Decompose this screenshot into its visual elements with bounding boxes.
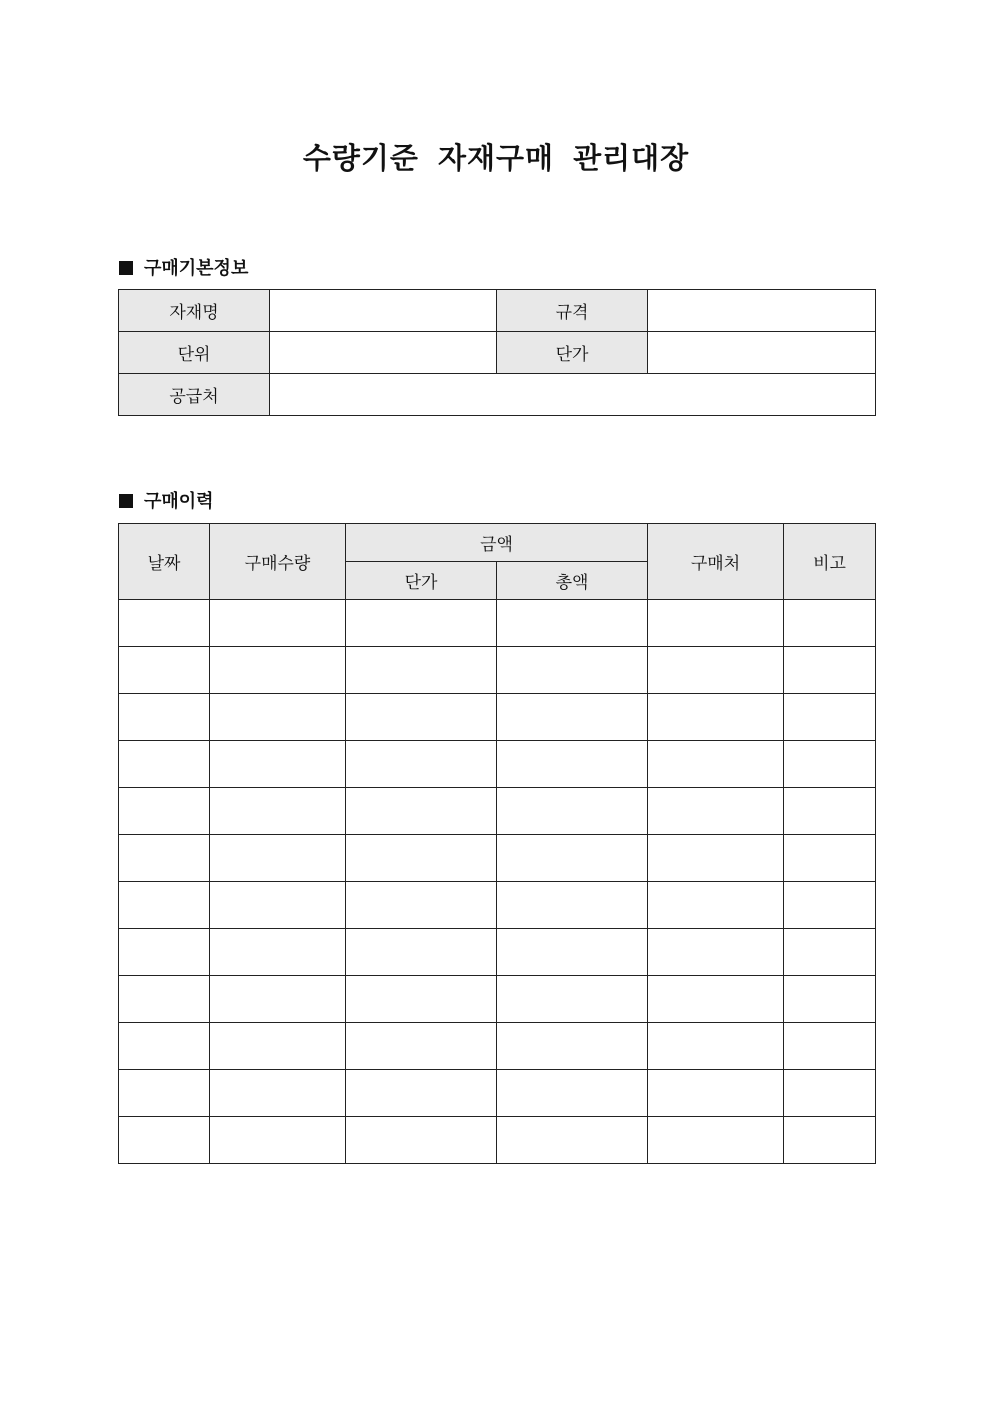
- square-bullet-icon: [119, 261, 133, 275]
- supplier-field[interactable]: [270, 374, 876, 416]
- unit-price-cell[interactable]: [346, 929, 497, 976]
- quantity-cell[interactable]: [210, 976, 346, 1023]
- quantity-cell[interactable]: [210, 1023, 346, 1070]
- unit-label: 단위: [119, 332, 270, 374]
- unit-price-cell[interactable]: [346, 600, 497, 647]
- total-cell[interactable]: [497, 929, 648, 976]
- note-cell[interactable]: [784, 835, 876, 882]
- note-cell[interactable]: [784, 1117, 876, 1164]
- table-row: [119, 929, 876, 976]
- unit-price-cell[interactable]: [346, 1117, 497, 1164]
- spec-label: 규격: [497, 290, 648, 332]
- unit-price-cell[interactable]: [346, 882, 497, 929]
- note-cell[interactable]: [784, 600, 876, 647]
- table-row: [119, 1023, 876, 1070]
- vendor-cell[interactable]: [648, 929, 784, 976]
- history-heading-label: 구매이력: [144, 491, 214, 512]
- total-cell[interactable]: [497, 600, 648, 647]
- history-table-body: [119, 600, 876, 1164]
- unit-price-cell[interactable]: [346, 1023, 497, 1070]
- date-cell[interactable]: [119, 976, 210, 1023]
- table-row: [119, 600, 876, 647]
- quantity-cell[interactable]: [210, 929, 346, 976]
- quantity-cell[interactable]: [210, 882, 346, 929]
- quantity-cell[interactable]: [210, 788, 346, 835]
- table-row: [119, 882, 876, 929]
- unit-price-cell[interactable]: [346, 647, 497, 694]
- unit-price-cell[interactable]: [346, 741, 497, 788]
- date-cell[interactable]: [119, 1070, 210, 1117]
- date-cell[interactable]: [119, 882, 210, 929]
- vendor-cell[interactable]: [648, 647, 784, 694]
- purchase-history-table: [118, 523, 876, 1164]
- unit-price-cell[interactable]: [346, 835, 497, 882]
- square-bullet-icon: [119, 494, 133, 508]
- quantity-header: 구매수량: [210, 524, 346, 600]
- vendor-cell[interactable]: [648, 694, 784, 741]
- page-title: 수량기준 자재구매 관리대장: [302, 141, 690, 175]
- note-cell[interactable]: [784, 1023, 876, 1070]
- basic-info-heading-label: 구매기본정보: [144, 258, 249, 279]
- note-cell[interactable]: [784, 882, 876, 929]
- table-row: [119, 1117, 876, 1164]
- total-cell[interactable]: [497, 694, 648, 741]
- table-row: [119, 647, 876, 694]
- amount-header: 금액: [346, 524, 648, 562]
- unit-price-header: 단가: [346, 562, 497, 600]
- date-cell[interactable]: [119, 1023, 210, 1070]
- table-row: [119, 694, 876, 741]
- date-cell[interactable]: [119, 835, 210, 882]
- supplier-label: 공급처: [119, 374, 270, 416]
- note-cell[interactable]: [784, 741, 876, 788]
- unit-price-label: 단가: [497, 332, 648, 374]
- table-row: [119, 1070, 876, 1117]
- spec-field[interactable]: [648, 290, 876, 332]
- date-cell[interactable]: [119, 647, 210, 694]
- total-header: 총액: [497, 562, 648, 600]
- quantity-cell[interactable]: [210, 647, 346, 694]
- note-cell[interactable]: [784, 647, 876, 694]
- unit-price-cell[interactable]: [346, 788, 497, 835]
- note-cell[interactable]: [784, 1070, 876, 1117]
- total-cell[interactable]: [497, 647, 648, 694]
- date-cell[interactable]: [119, 600, 210, 647]
- date-cell[interactable]: [119, 788, 210, 835]
- table-row: [119, 835, 876, 882]
- quantity-cell[interactable]: [210, 741, 346, 788]
- note-cell[interactable]: [784, 929, 876, 976]
- material-name-field[interactable]: [270, 290, 497, 332]
- note-cell[interactable]: [784, 694, 876, 741]
- note-cell[interactable]: [784, 788, 876, 835]
- vendor-cell[interactable]: [648, 882, 784, 929]
- total-cell[interactable]: [497, 976, 648, 1023]
- vendor-cell[interactable]: [648, 976, 784, 1023]
- note-cell[interactable]: [784, 976, 876, 1023]
- quantity-cell[interactable]: [210, 1117, 346, 1164]
- total-cell[interactable]: [497, 882, 648, 929]
- unit-price-cell[interactable]: [346, 694, 497, 741]
- basic-info-table: [118, 289, 876, 416]
- table-row: [119, 741, 876, 788]
- unit-field[interactable]: [270, 332, 497, 374]
- vendor-cell[interactable]: [648, 1070, 784, 1117]
- vendor-header: 구매처: [648, 524, 784, 600]
- unit-price-cell[interactable]: [346, 1070, 497, 1117]
- table-row: [119, 976, 876, 1023]
- vendor-cell[interactable]: [648, 1117, 784, 1164]
- quantity-cell[interactable]: [210, 1070, 346, 1117]
- vendor-cell[interactable]: [648, 835, 784, 882]
- vendor-cell[interactable]: [648, 788, 784, 835]
- date-cell[interactable]: [119, 929, 210, 976]
- total-cell[interactable]: [497, 835, 648, 882]
- date-cell[interactable]: [119, 741, 210, 788]
- total-cell[interactable]: [497, 1117, 648, 1164]
- quantity-cell[interactable]: [210, 600, 346, 647]
- quantity-cell[interactable]: [210, 694, 346, 741]
- date-header: 날짜: [119, 524, 210, 600]
- total-cell[interactable]: [497, 1023, 648, 1070]
- history-heading: [119, 487, 214, 513]
- vendor-cell[interactable]: [648, 600, 784, 647]
- vendor-cell[interactable]: [648, 1023, 784, 1070]
- total-cell[interactable]: [497, 788, 648, 835]
- total-cell[interactable]: [497, 741, 648, 788]
- material-name-label: 자재명: [119, 290, 270, 332]
- note-header: 비고: [784, 524, 876, 600]
- date-cell[interactable]: [119, 1117, 210, 1164]
- unit-price-cell[interactable]: [346, 976, 497, 1023]
- basic-info-heading: [119, 254, 248, 280]
- quantity-cell[interactable]: [210, 835, 346, 882]
- unit-price-field[interactable]: [648, 332, 876, 374]
- date-cell[interactable]: [119, 694, 210, 741]
- vendor-cell[interactable]: [648, 741, 784, 788]
- table-row: [119, 788, 876, 835]
- total-cell[interactable]: [497, 1070, 648, 1117]
